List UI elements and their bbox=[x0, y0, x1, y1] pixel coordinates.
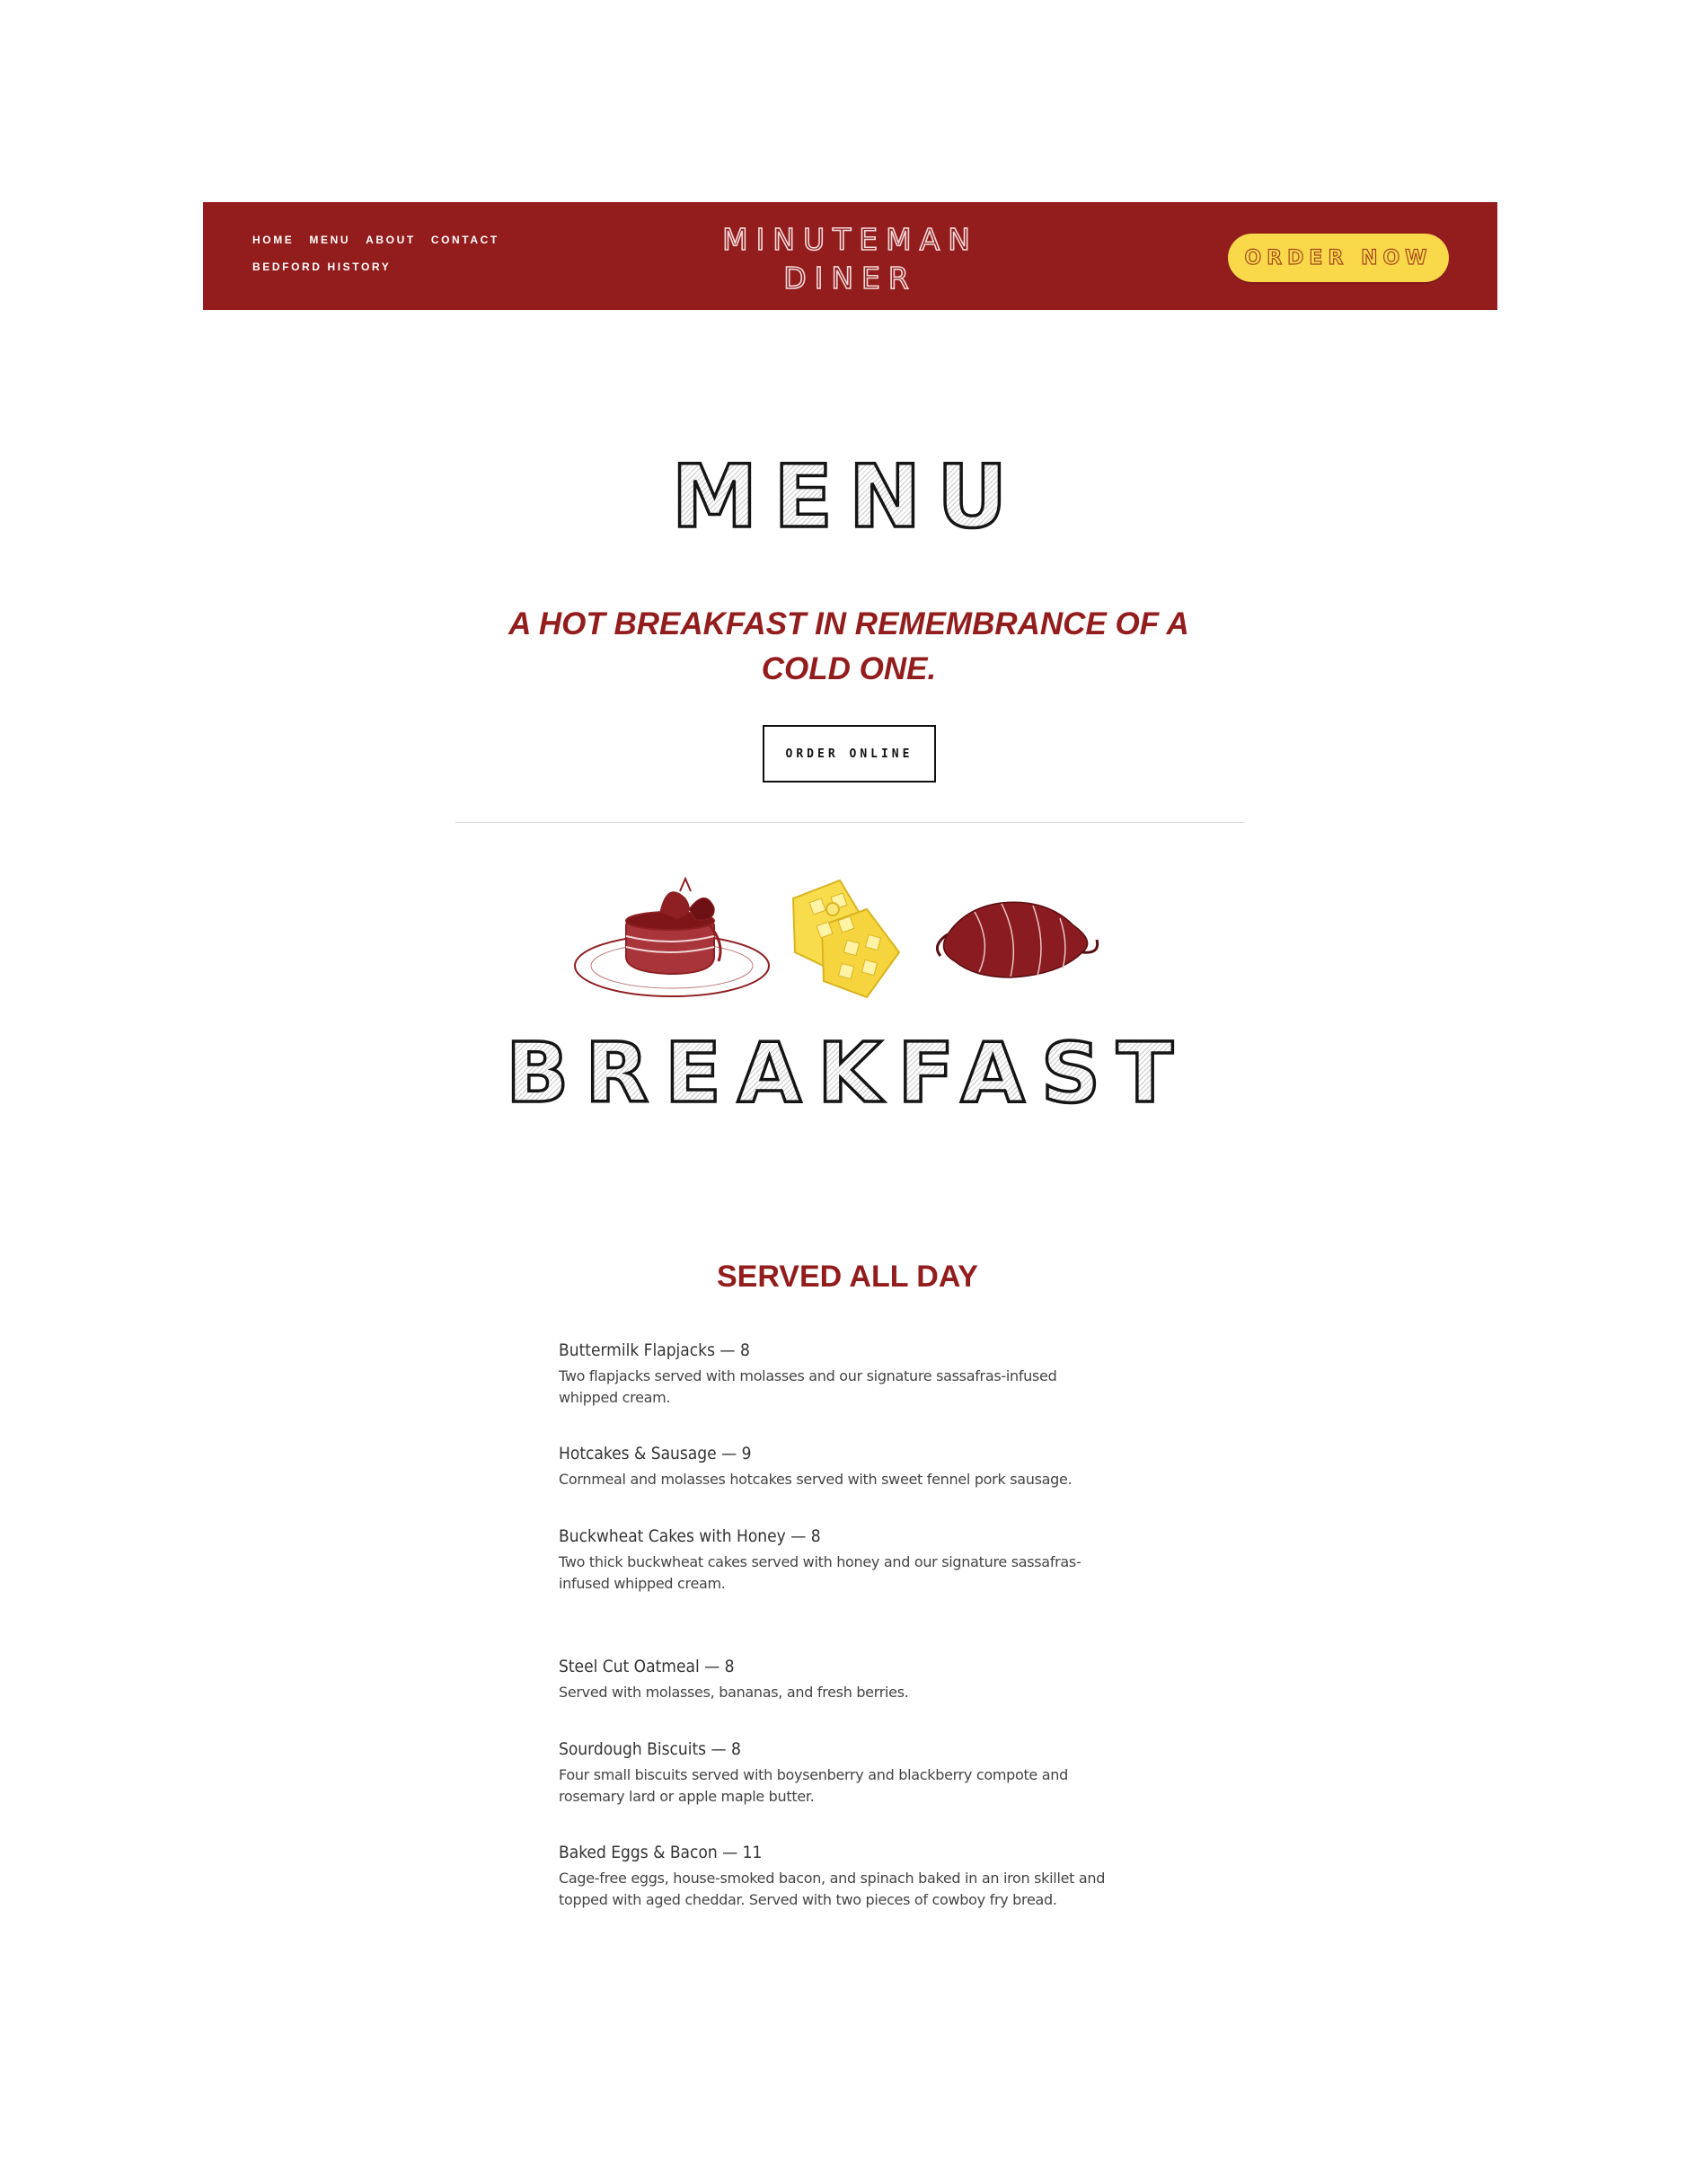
page-title: MENU bbox=[0, 447, 1695, 546]
pancakes-icon bbox=[575, 879, 769, 996]
menu-item bbox=[559, 1737, 1116, 1808]
breakfast-illustrations bbox=[570, 871, 1109, 1006]
menu-item-description: Four small biscuits served with boysenberry and blackberry compote and rosemary lard or apple maple butter. bbox=[559, 1766, 1068, 1805]
nav-about[interactable]: ABOUT bbox=[366, 234, 416, 246]
tagline: A HOT BREAKFAST IN REMEMBRANCE OF A COLD ONE. bbox=[508, 606, 1189, 686]
waffles-icon bbox=[793, 880, 899, 997]
nav-menu[interactable]: MENU bbox=[309, 234, 351, 246]
menu-item-name: Buckwheat Cakes with Honey — 8 bbox=[559, 1526, 821, 1546]
section-subtitle: SERVED ALL DAY bbox=[717, 1260, 978, 1294]
menu-item-name: Hotcakes & Sausage — 9 bbox=[559, 1444, 752, 1463]
croissant-icon bbox=[937, 902, 1097, 977]
menu-item-name: Sourdough Biscuits — 8 bbox=[559, 1739, 741, 1759]
menu-item bbox=[559, 1442, 1116, 1490]
order-now-button[interactable]: ORDER NOW bbox=[1228, 234, 1449, 282]
nav-bedford-history[interactable]: BEDFORD HISTORY bbox=[252, 261, 392, 273]
menu-item-name: Buttermilk Flapjacks — 8 bbox=[559, 1340, 750, 1360]
nav-home[interactable]: HOME bbox=[252, 234, 295, 246]
menu-item-description: Two flapjacks served with molasses and our signature sassafras-infused whipped cream. bbox=[559, 1367, 1057, 1406]
menu-item-description: Two thick buckwheat cakes served with honey and our signature sassafras-infused whipped cream. bbox=[559, 1553, 1081, 1592]
menu-item-description: Served with molasses, bananas, and fresh berries. bbox=[559, 1684, 909, 1701]
menu-item bbox=[559, 1655, 1116, 1703]
menu-item bbox=[559, 1339, 1116, 1409]
logo-line-2: DINER bbox=[783, 261, 917, 296]
section-title: BREAKFAST bbox=[0, 1027, 1695, 1120]
section-divider bbox=[455, 822, 1244, 823]
logo-line-1: MINUTEMAN bbox=[722, 222, 978, 257]
menu-item-description: Cage-free eggs, house-smoked bacon, and spinach baked in an iron skillet and topped with aged cheddar. Served with two pieces of cowboy fry bread. bbox=[559, 1870, 1106, 1908]
menu-item-name: Baked Eggs & Bacon — 11 bbox=[559, 1843, 763, 1862]
nav-contact[interactable]: CONTACT bbox=[430, 234, 499, 246]
site-header bbox=[203, 202, 1497, 310]
menu-item bbox=[559, 1841, 1116, 1911]
menu-item bbox=[559, 1525, 1116, 1595]
menu-item-description: Cornmeal and molasses hotcakes served with sweet fennel pork sausage. bbox=[559, 1471, 1073, 1488]
order-online-button[interactable]: ORDER ONLINE bbox=[763, 725, 936, 783]
menu-item-name: Steel Cut Oatmeal — 8 bbox=[559, 1657, 735, 1676]
